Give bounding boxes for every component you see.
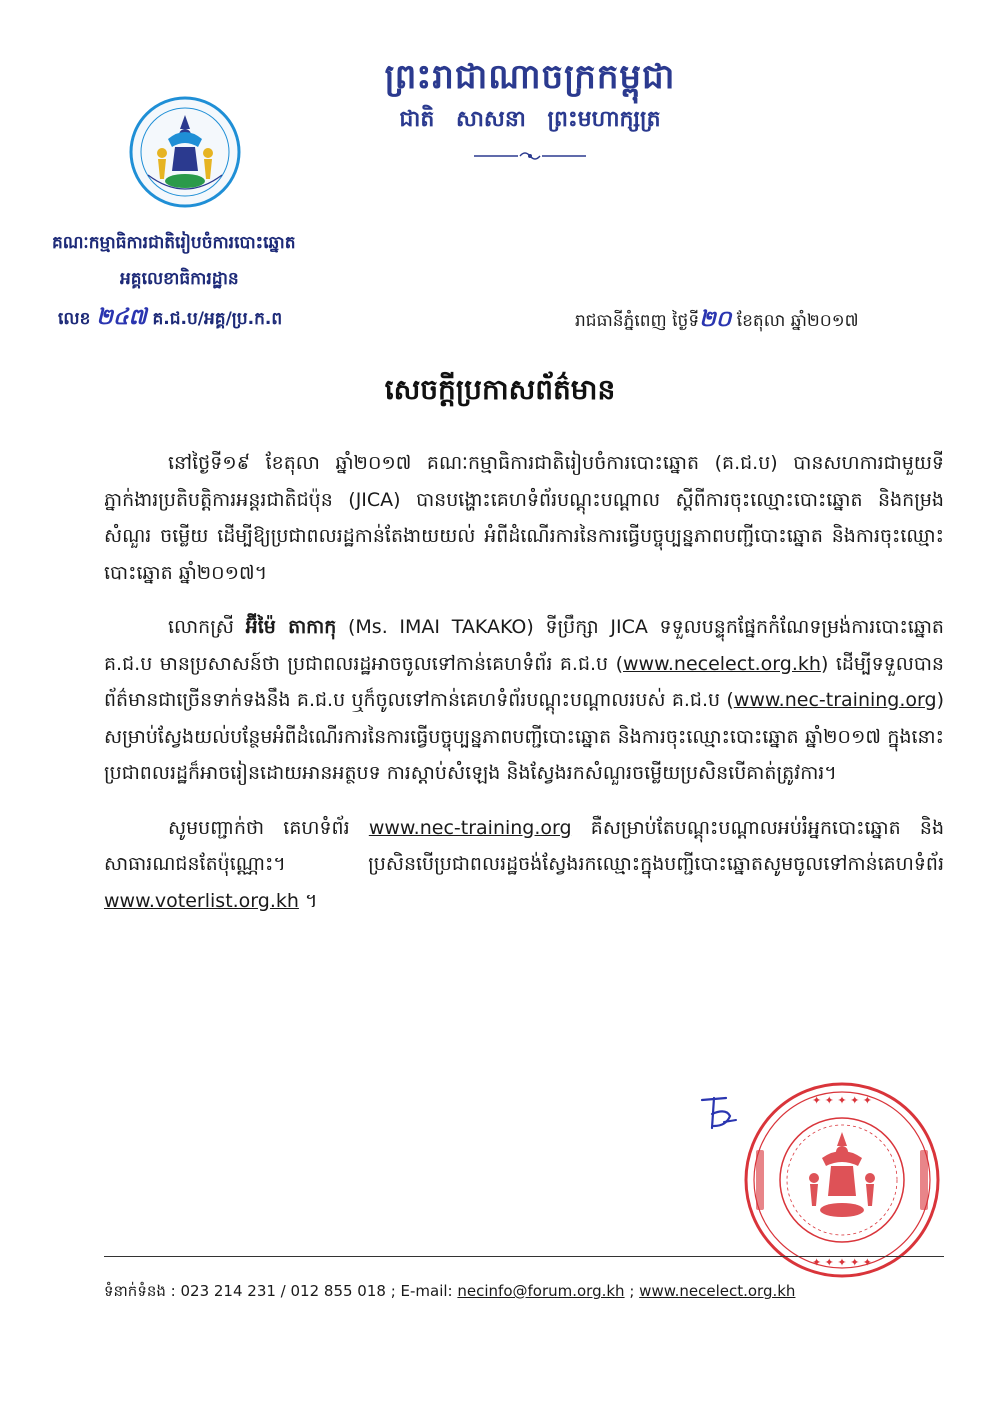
- divider-ornament-icon: [470, 148, 590, 164]
- paragraph-3: [104, 810, 944, 920]
- footer-email-link[interactable]: necinfo@forum.org.kh: [457, 1282, 625, 1300]
- svg-text:✦ ✦ ✦ ✦ ✦: ✦ ✦ ✦ ✦ ✦: [811, 1094, 873, 1107]
- p2-text-c: ) ដើម្បីទទួលបានព័ត៌មានជាច្រើនទាក់ទងនឹង គ.ជ.ប ឬក៏ចូលទៅកាន់គេហទំព័របណ្តុះបណ្តាលរបស់ គ.ជ.ប (: [104, 652, 944, 711]
- organization-name: គណៈកម្មាធិការជាតិរៀបចំការបោះឆ្នោត: [52, 233, 296, 253]
- p3-text-c: ។: [298, 889, 318, 912]
- date-line: [575, 305, 859, 337]
- p2-text-d: ) សម្រាប់ស្វែងយល់បន្ថែមអំពីដំណើរការនៃការធ្វើបច្ចុប្បន្នភាពបញ្ជីបោះឆ្នោត និងការចុះឈ្មោះបោះឆ្នោត ឆ្នាំ២០១៧ ក្នុងនោះប្រជាពលរដ្ឋក៏អាចរៀនដោយអានអត្ថបទ ការស្តាប់សំឡេង និងស្វែងរកសំណួរចម្លើយប្រសិនបើគាត់ត្រូវការ។: [104, 689, 944, 784]
- p2-text-a: លោកស្រី: [168, 616, 246, 638]
- reference-number: [58, 303, 282, 335]
- p3-text-b: គឺសម្រាប់តែបណ្តុះបណ្តាលអប់រំអ្នកបោះឆ្នោត និងសាធារណជនតែប៉ុណ្ណោះ។ ប្រសិនបើប្រជាពលរដ្ឋចង់ស្វែងរកឈ្មោះក្នុងបញ្ជីបោះឆ្នោតសូមចូលទៅកាន់គេហទំព័រ: [104, 816, 945, 875]
- footer-contact: [104, 1282, 795, 1304]
- handwritten-initials-icon: [696, 1092, 740, 1136]
- paragraph-2: [104, 609, 944, 792]
- paragraph-1: នៅថ្ងៃទី១៩ ខែតុលា ឆ្នាំ២០១៧ គណៈកម្មាធិការជាតិរៀបចំការបោះឆ្នោត (គ.ជ.ប) បានសហការជាមួយទីភ្នាក់ងារប្រតិបត្តិការអន្តរជាតិជប៉ុន (JICA) បានបង្ហោះគេហទំព័របណ្តុះបណ្តាល ស្តីពីការចុះឈ្មោះបោះឆ្នោត និងកម្រងសំណួរ ចម្លើយ ដើម្បីឱ្យប្រជាពលរដ្ឋកាន់តែងាយយល់ អំពីដំណើរការនៃការធ្វើបច្ចុប្បន្នភាពបញ្ជីបោះឆ្នោត និងការចុះឈ្មោះបោះឆ្នោត ឆ្នាំ២០១៧។: [104, 452, 944, 584]
- national-motto: ជាតិ សាសនា ព្រះមហាក្សត្រ: [399, 106, 661, 132]
- date-suffix: ខែតុលា ឆ្នាំ២០១៧: [736, 311, 859, 331]
- link-necelect[interactable]: www.necelect.org.kh: [623, 652, 821, 675]
- official-seal-icon: [742, 1080, 942, 1280]
- svg-text:✦ ✦ ✦ ✦ ✦: ✦ ✦ ✦ ✦ ✦: [811, 1256, 873, 1269]
- document-body: [104, 445, 944, 937]
- footer-contact-prefix: ទំនាក់ទំនង : 023 214 231 / 012 855 018 ; E-mail:: [104, 1282, 458, 1300]
- footer-website-link[interactable]: www.necelect.org.kh: [639, 1282, 796, 1300]
- ref-suffix: គ.ជ.ប/អគ្គ/ប្រ.ក.ព: [152, 309, 283, 329]
- link-nec-training[interactable]: www.nec-training.org: [733, 689, 937, 711]
- link-nec-training-2[interactable]: www.nec-training.org: [368, 816, 572, 839]
- date-day-handwritten: ២០: [699, 307, 732, 332]
- department-name: អគ្គលេខាធិការដ្ឋាន: [120, 269, 239, 289]
- document-title: សេចក្តីប្រកាសព័ត៌មាន: [384, 373, 616, 406]
- p3-text-a: សូមបញ្ជាក់ថា គេហទំព័រ: [168, 816, 369, 839]
- ref-number-handwritten: ២៤៧: [96, 305, 147, 330]
- nec-emblem-icon: [128, 95, 243, 210]
- ref-prefix: លេខ: [58, 309, 91, 329]
- date-prefix: រាជធានីភ្នំពេញ ថ្ងៃទី: [575, 311, 700, 331]
- advisor-name: អ៊ីម៉ៃ តាកាកុ: [245, 616, 337, 638]
- link-voterlist[interactable]: www.voterlist.org.kh: [104, 889, 299, 912]
- footer-separator: ;: [624, 1282, 640, 1300]
- footer-divider: [104, 1256, 944, 1257]
- kingdom-title: ព្រះរាជាណាចក្រកម្ពុជា: [384, 57, 676, 97]
- p2-text-b: (Ms. IMAI TAKAKO) ទីប្រឹក្សា JICA ទទួលបន្ទុកផ្នែកកំណែទម្រង់ការបោះឆ្នោត គ.ជ.ប មានប្រសាសន៍ថា ប្រជាពលរដ្ឋអាចចូលទៅកាន់គេហទំព័រ គ.ជ.ប (: [104, 616, 944, 675]
